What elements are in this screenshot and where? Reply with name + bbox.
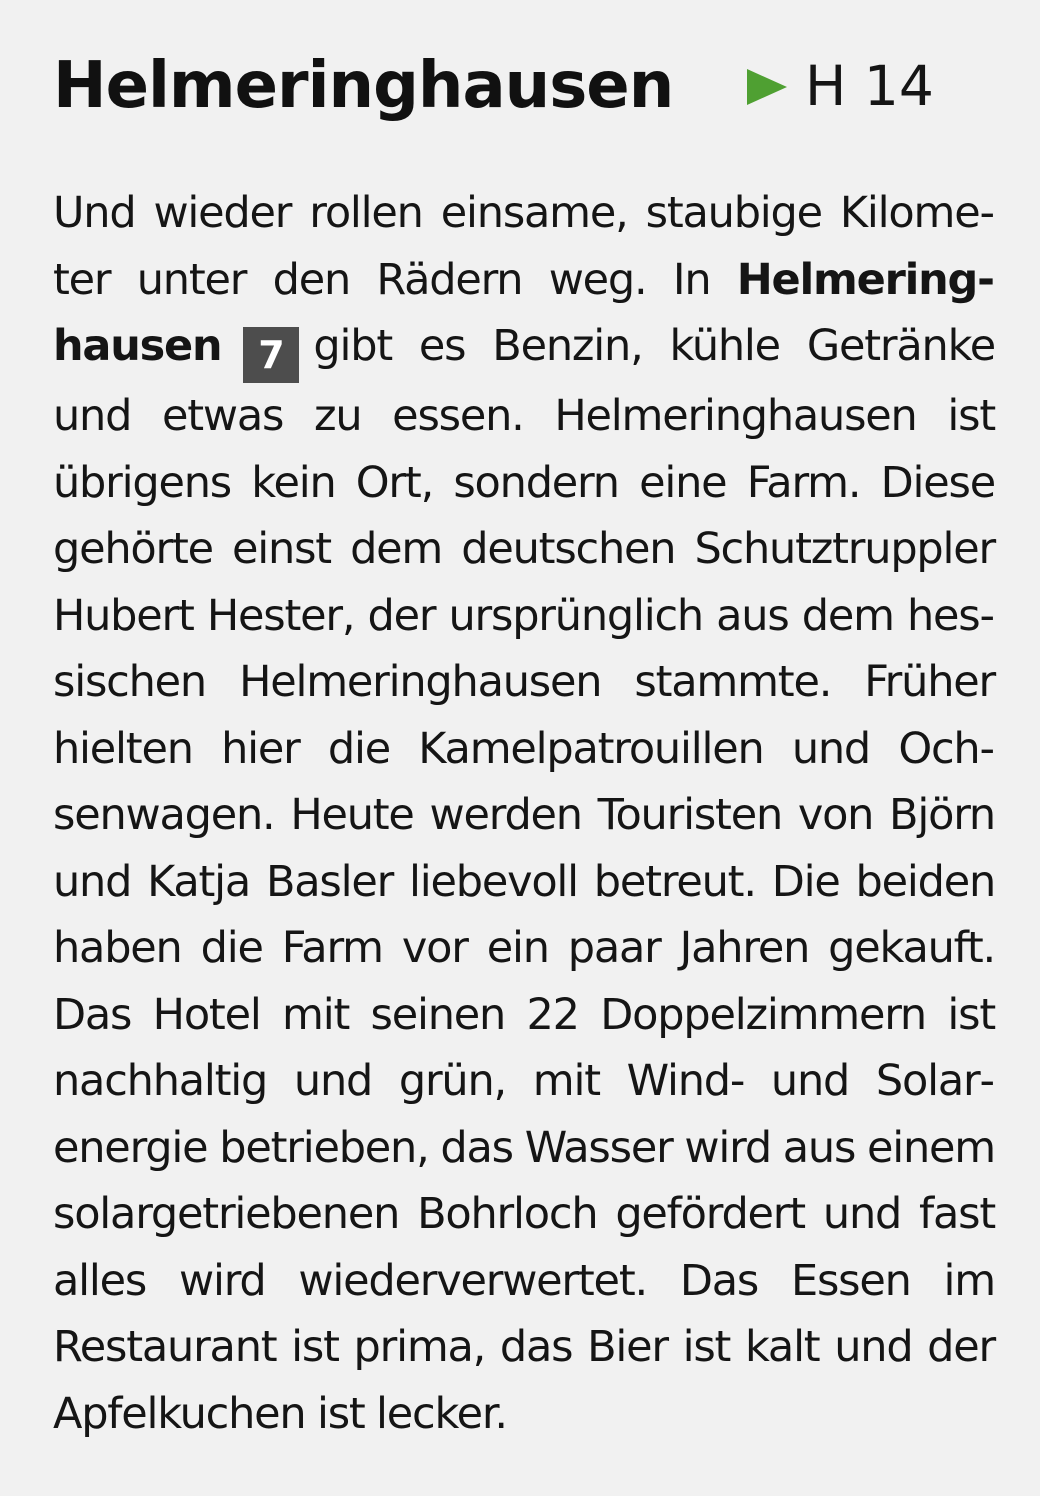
article-intro: Und wieder rollen einsame, staubige Kilometer unter den Rädern weg. In	[53, 188, 995, 305]
map-marker-badge: 7	[243, 327, 299, 383]
place-name: Helmeringhausen	[53, 254, 995, 371]
map-reference	[747, 38, 934, 134]
right-triangle-icon	[747, 69, 787, 105]
map-grid-reference: H 14	[805, 54, 934, 118]
article-text: gibt es Benzin, kühle Getränke und etwas zu essen. Helmeringhausen ist übrigens kein Ort, sondern eine Farm. Diese gehörte einst dem deutschen Schutztruppler Hubert Hester, der ursprünglich aus dem hessischen Helmeringhausen stammte. Früher hielten hier die Kamelpatrouillen und Ochsenwagen. Heute werden Touristen von Björn und Katja Basler liebevoll betreut. Die beiden haben die Farm vor ein paar Jahren gekauft. Das Hotel mit seinen 22 Doppelzimmern ist nachhaltig und grün, mit Wind- und Solarenergie betrieben, das Wasser wird aus einem solargetriebenen Bohrloch gefördert und fast alles wird wiederverwertet. Das Essen im Restaurant ist prima, das Bier ist kalt und der Apfelkuchen ist lecker.	[53, 321, 995, 1439]
article-body	[53, 180, 995, 1447]
section-title: Helmeringhausen	[53, 49, 674, 123]
section-header	[53, 38, 953, 138]
